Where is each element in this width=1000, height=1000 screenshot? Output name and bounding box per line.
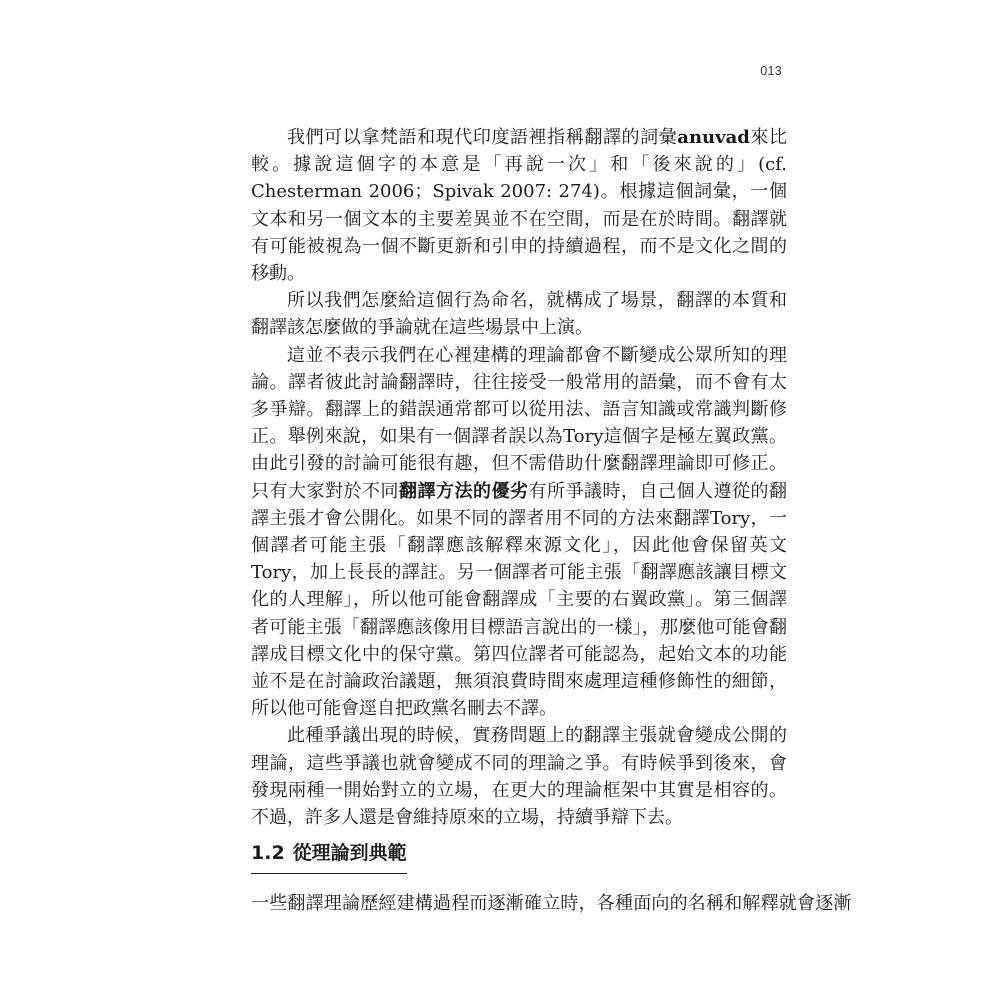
page-number: 013 bbox=[760, 64, 782, 78]
paragraph-text: 此種爭議出現的時候，實務問題上的翻譯主張就會變成公開的理論，這些爭議也就會變成不同的理論之爭。有時候爭到後來，會發現兩種一開始對立的立場，在更大的理論框架中其實是相容的。不過，許多人還是會維持原來的立場，持續爭辯下去。 bbox=[251, 725, 787, 829]
paragraph bbox=[251, 287, 787, 341]
paragraph bbox=[251, 124, 787, 287]
section-heading bbox=[251, 838, 407, 874]
continuation-line: 一些翻譯理論歷經建構過程而逐漸確立時，各種面向的名稱和解釋就會逐漸 bbox=[251, 893, 852, 914]
paragraph-text: 這並不表示我們在心裡建構的理論都會不斷變成公眾所知的理論。譯者彼此討論翻譯時，往往接受一般常用的語彙，而不會有太多爭辯。翻譯上的錯誤通常都可以從用法、語言知識或常識判斷修正。舉例來說，如果有一個譯者誤以為Tory這個字是極左翼政黨。由此引發的討論可能很有趣，但不需借助什麼翻譯理論即可修正。只有大家對於不同 bbox=[251, 344, 787, 502]
section-number: 1.2 bbox=[251, 842, 285, 864]
paragraph-text: 我們可以拿梵語和現代印度語裡指稱翻譯的詞彙 bbox=[287, 127, 678, 148]
body-text bbox=[251, 124, 787, 831]
section-title: 從理論到典範 bbox=[292, 842, 407, 864]
paragraph-text: 有所爭議時，自己個人遵從的翻譯主張才會公開化。如果不同的譯者用不同的方法來翻譯Tory，一個譯者可能主張「翻譯應該解釋來源文化」，因此他會保留英文Tory，加上長長的譯註。另一個譯者可能主張「翻譯應該讓目標文化的人理解」，所以他可能會翻譯成「主要的右翼政黨」。第三個譯者可能主張「翻譯應該像用目標語言說出的一樣」，那麼他可能會翻譯成目標文化中的保守黨。第四位譯者可能認為，起始文本的功能並不是在討論政治議題，無須浪費時間來處理這種修飾性的細節，所以他可能會逕自把政黨名刪去不譯。 bbox=[251, 480, 787, 720]
bold-term: 翻譯方法的優劣 bbox=[399, 480, 529, 502]
bold-term: anuvad bbox=[677, 127, 750, 148]
paragraph-text: 來比較。據說這個字的本意是「再說一次」和「後來說的」(cf. Chesterman 2006；Spivak 2007: 274)。根據這個詞彙，一個文本和另一個文本的主要差異並不在空間，而是在於時間。翻譯就有可能被視為一個不斷更新和引申的持續過程，而不是文化之間的移動。 bbox=[251, 127, 787, 285]
paragraph bbox=[251, 342, 787, 723]
paragraph bbox=[251, 722, 787, 831]
paragraph-text: 所以我們怎麼給這個行為命名，就構成了場景，翻譯的本質和翻譯該怎麼做的爭論就在這些場景中上演。 bbox=[251, 290, 787, 339]
